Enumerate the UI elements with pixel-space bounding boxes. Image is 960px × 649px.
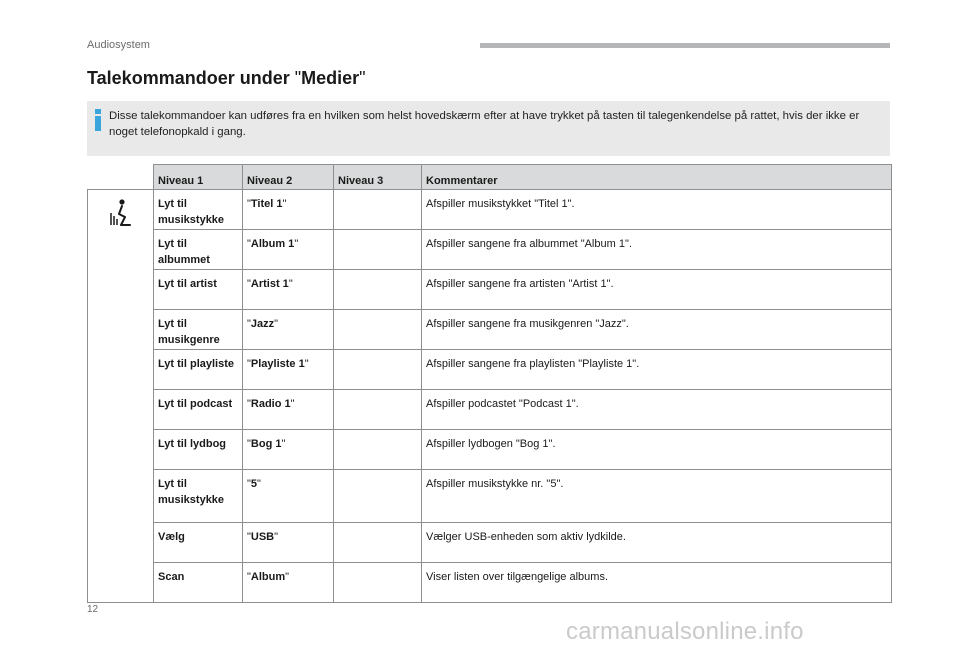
cell-level-2: "5" xyxy=(243,470,334,523)
cell-level-3 xyxy=(334,430,422,470)
cell-comment: Afspiller lydbogen "Bog 1". xyxy=(422,430,892,470)
cell-level-2: "Album" xyxy=(243,563,334,603)
cell-level-3 xyxy=(334,190,422,230)
watermark: carmanualsonline.info xyxy=(566,618,804,645)
info-icon xyxy=(95,109,101,131)
cell-level-3 xyxy=(334,563,422,603)
table-row xyxy=(88,430,892,470)
page-number: 12 xyxy=(87,604,99,615)
cell-level-3 xyxy=(334,390,422,430)
level-2-keyword: Radio 1 xyxy=(250,398,291,410)
section-label: Audiosystem xyxy=(87,39,150,51)
cell-level-1: Lyt til lydbog xyxy=(154,430,243,470)
cell-level-3 xyxy=(334,470,422,523)
cell-comment: Afspiller sangene fra playlisten "Playliste 1". xyxy=(422,350,892,390)
cell-level-1: Lyt til artist xyxy=(154,270,243,310)
header-comment: Kommentarer xyxy=(422,165,892,190)
cell-level-3 xyxy=(334,230,422,270)
cell-level-1: Lyt til musikstykke xyxy=(154,470,243,523)
level-2-keyword: Bog 1 xyxy=(250,438,282,450)
cell-level-3 xyxy=(334,270,422,310)
cell-level-1: Lyt til podcast xyxy=(154,390,243,430)
header-level-1: Niveau 1 xyxy=(154,165,243,190)
cell-level-1: Scan xyxy=(154,563,243,603)
page-title xyxy=(87,68,366,89)
header-bar xyxy=(480,43,890,48)
info-box xyxy=(87,101,890,156)
cell-level-3 xyxy=(334,350,422,390)
level-2-keyword: Playliste 1 xyxy=(250,358,305,370)
table-row xyxy=(88,350,892,390)
header-icon-cell xyxy=(88,165,154,190)
title-word: Medier xyxy=(301,68,360,88)
cell-level-2: "Jazz" xyxy=(243,310,334,350)
cell-comment: Afspiller sangene fra musikgenren "Jazz". xyxy=(422,310,892,350)
table-row xyxy=(88,390,892,430)
table-row xyxy=(88,563,892,603)
cell-level-3 xyxy=(334,310,422,350)
table-row xyxy=(88,270,892,310)
cell-level-2: "Album 1" xyxy=(243,230,334,270)
title-quote-close: " xyxy=(359,68,366,88)
table-row xyxy=(88,470,892,523)
cell-level-1: Lyt til albummet xyxy=(154,230,243,270)
level-2-keyword: USB xyxy=(250,531,275,543)
cell-comment: Afspiller musikstykket "Titel 1". xyxy=(422,190,892,230)
cell-comment: Afspiller podcastet "Podcast 1". xyxy=(422,390,892,430)
table-row xyxy=(88,190,892,230)
level-2-keyword: Artist 1 xyxy=(250,278,289,290)
cell-comment: Afspiller sangene fra artisten "Artist 1". xyxy=(422,270,892,310)
cell-level-2: "Artist 1" xyxy=(243,270,334,310)
level-2-keyword: Jazz xyxy=(250,318,275,330)
cell-comment: Afspiller musikstykke nr. "5". xyxy=(422,470,892,523)
cell-level-2: "USB" xyxy=(243,523,334,563)
info-text: Disse talekommandoer kan udføres fra en hvilken som helst hovedskærm efter at have trykket på tasten til talegenkendelse på rattet, hvis der ikke er noget telefonopkald i gang. xyxy=(109,110,860,138)
table-row xyxy=(88,310,892,350)
level-2-keyword: 5 xyxy=(250,478,258,490)
cell-level-2: "Playliste 1" xyxy=(243,350,334,390)
cell-comment: Vælger USB-enheden som aktiv lydkilde. xyxy=(422,523,892,563)
title-prefix: Talekommandoer under xyxy=(87,68,295,88)
cell-comment: Afspiller sangene fra albummet "Album 1". xyxy=(422,230,892,270)
cell-level-1: Lyt til musikgenre xyxy=(154,310,243,350)
voice-command-icon xyxy=(108,198,134,233)
header-level-3: Niveau 3 xyxy=(334,165,422,190)
table-header-row xyxy=(88,165,892,190)
cell-level-2: "Titel 1" xyxy=(243,190,334,230)
cell-level-3 xyxy=(334,523,422,563)
icon-cell xyxy=(88,190,154,603)
level-2-keyword: Album 1 xyxy=(250,238,295,250)
cell-level-1: Lyt til playliste xyxy=(154,350,243,390)
level-2-keyword: Album xyxy=(250,571,286,583)
cell-level-1: Vælg xyxy=(154,523,243,563)
level-2-keyword: Titel 1 xyxy=(250,198,283,210)
table-row xyxy=(88,523,892,563)
title-quote-open: " xyxy=(294,68,302,88)
voice-command-table xyxy=(87,164,892,603)
cell-level-1: Lyt til musikstykke xyxy=(154,190,243,230)
cell-comment: Viser listen over tilgængelige albums. xyxy=(422,563,892,603)
header-level-2: Niveau 2 xyxy=(243,165,334,190)
table-row xyxy=(88,230,892,270)
cell-level-2: "Radio 1" xyxy=(243,390,334,430)
cell-level-2: "Bog 1" xyxy=(243,430,334,470)
